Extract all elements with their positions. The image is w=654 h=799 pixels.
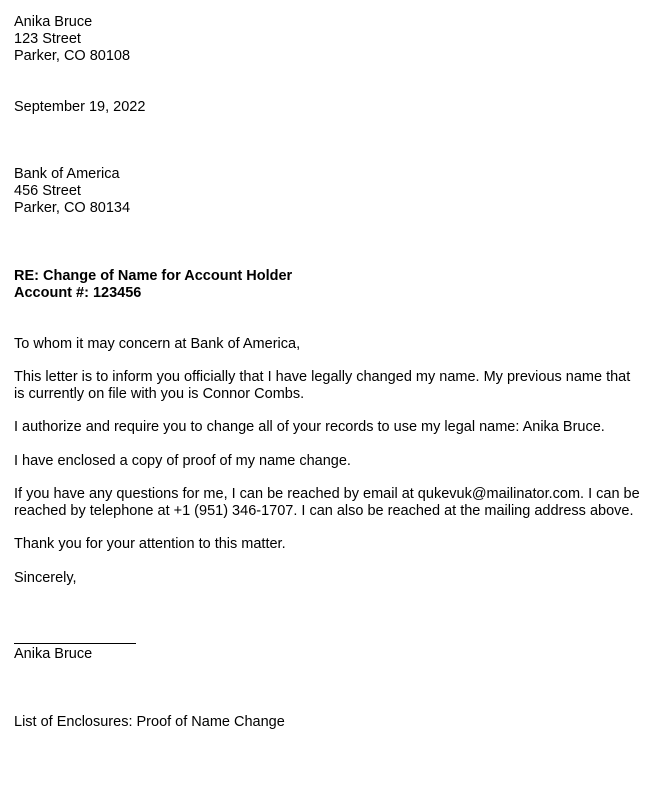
signer-name: Anika Bruce: [14, 646, 93, 662]
body-paragraph-name-change: This letter is to inform you officially that I have legally changed my name. My previous name that is currently on file with you is Connor Combs.: [14, 369, 631, 402]
recipient-street: 456 Street: [14, 183, 81, 199]
closing: Sincerely,: [14, 570, 77, 586]
recipient-name: Bank of America: [14, 166, 120, 182]
letter-date: [14, 99, 642, 116]
body-paragraph-authorization: I authorize and require you to change all of your records to use my legal name: Anika Bruce.: [14, 419, 605, 435]
subject-block: [14, 268, 642, 302]
body-paragraph-contact-info: If you have any questions for me, I can be reached by email at qukevuk@mailinator.com. I can be reached by telephone at +1 (951) 346-1707. I can also be reached at the mailing address above.: [14, 486, 640, 519]
account-number: Account #: 123456: [14, 285, 142, 301]
signature-line: [14, 643, 136, 644]
date-text: September 19, 2022: [14, 99, 146, 115]
sender-address: [14, 14, 642, 65]
letter-document: [14, 14, 642, 731]
subject-line: RE: Change of Name for Account Holder: [14, 268, 293, 284]
recipient-address: [14, 166, 642, 217]
sender-street: 123 Street: [14, 31, 81, 47]
body-paragraph-enclosure-note: I have enclosed a copy of proof of my name change.: [14, 453, 351, 469]
salutation: To whom it may concern at Bank of America,: [14, 336, 301, 352]
body-paragraph-thanks: Thank you for your attention to this matter.: [14, 536, 286, 552]
sender-name: Anika Bruce: [14, 14, 93, 30]
recipient-city-state-zip: Parker, CO 80134: [14, 200, 131, 216]
enclosures-list: List of Enclosures: Proof of Name Change: [14, 714, 285, 730]
sender-city-state-zip: Parker, CO 80108: [14, 48, 131, 64]
